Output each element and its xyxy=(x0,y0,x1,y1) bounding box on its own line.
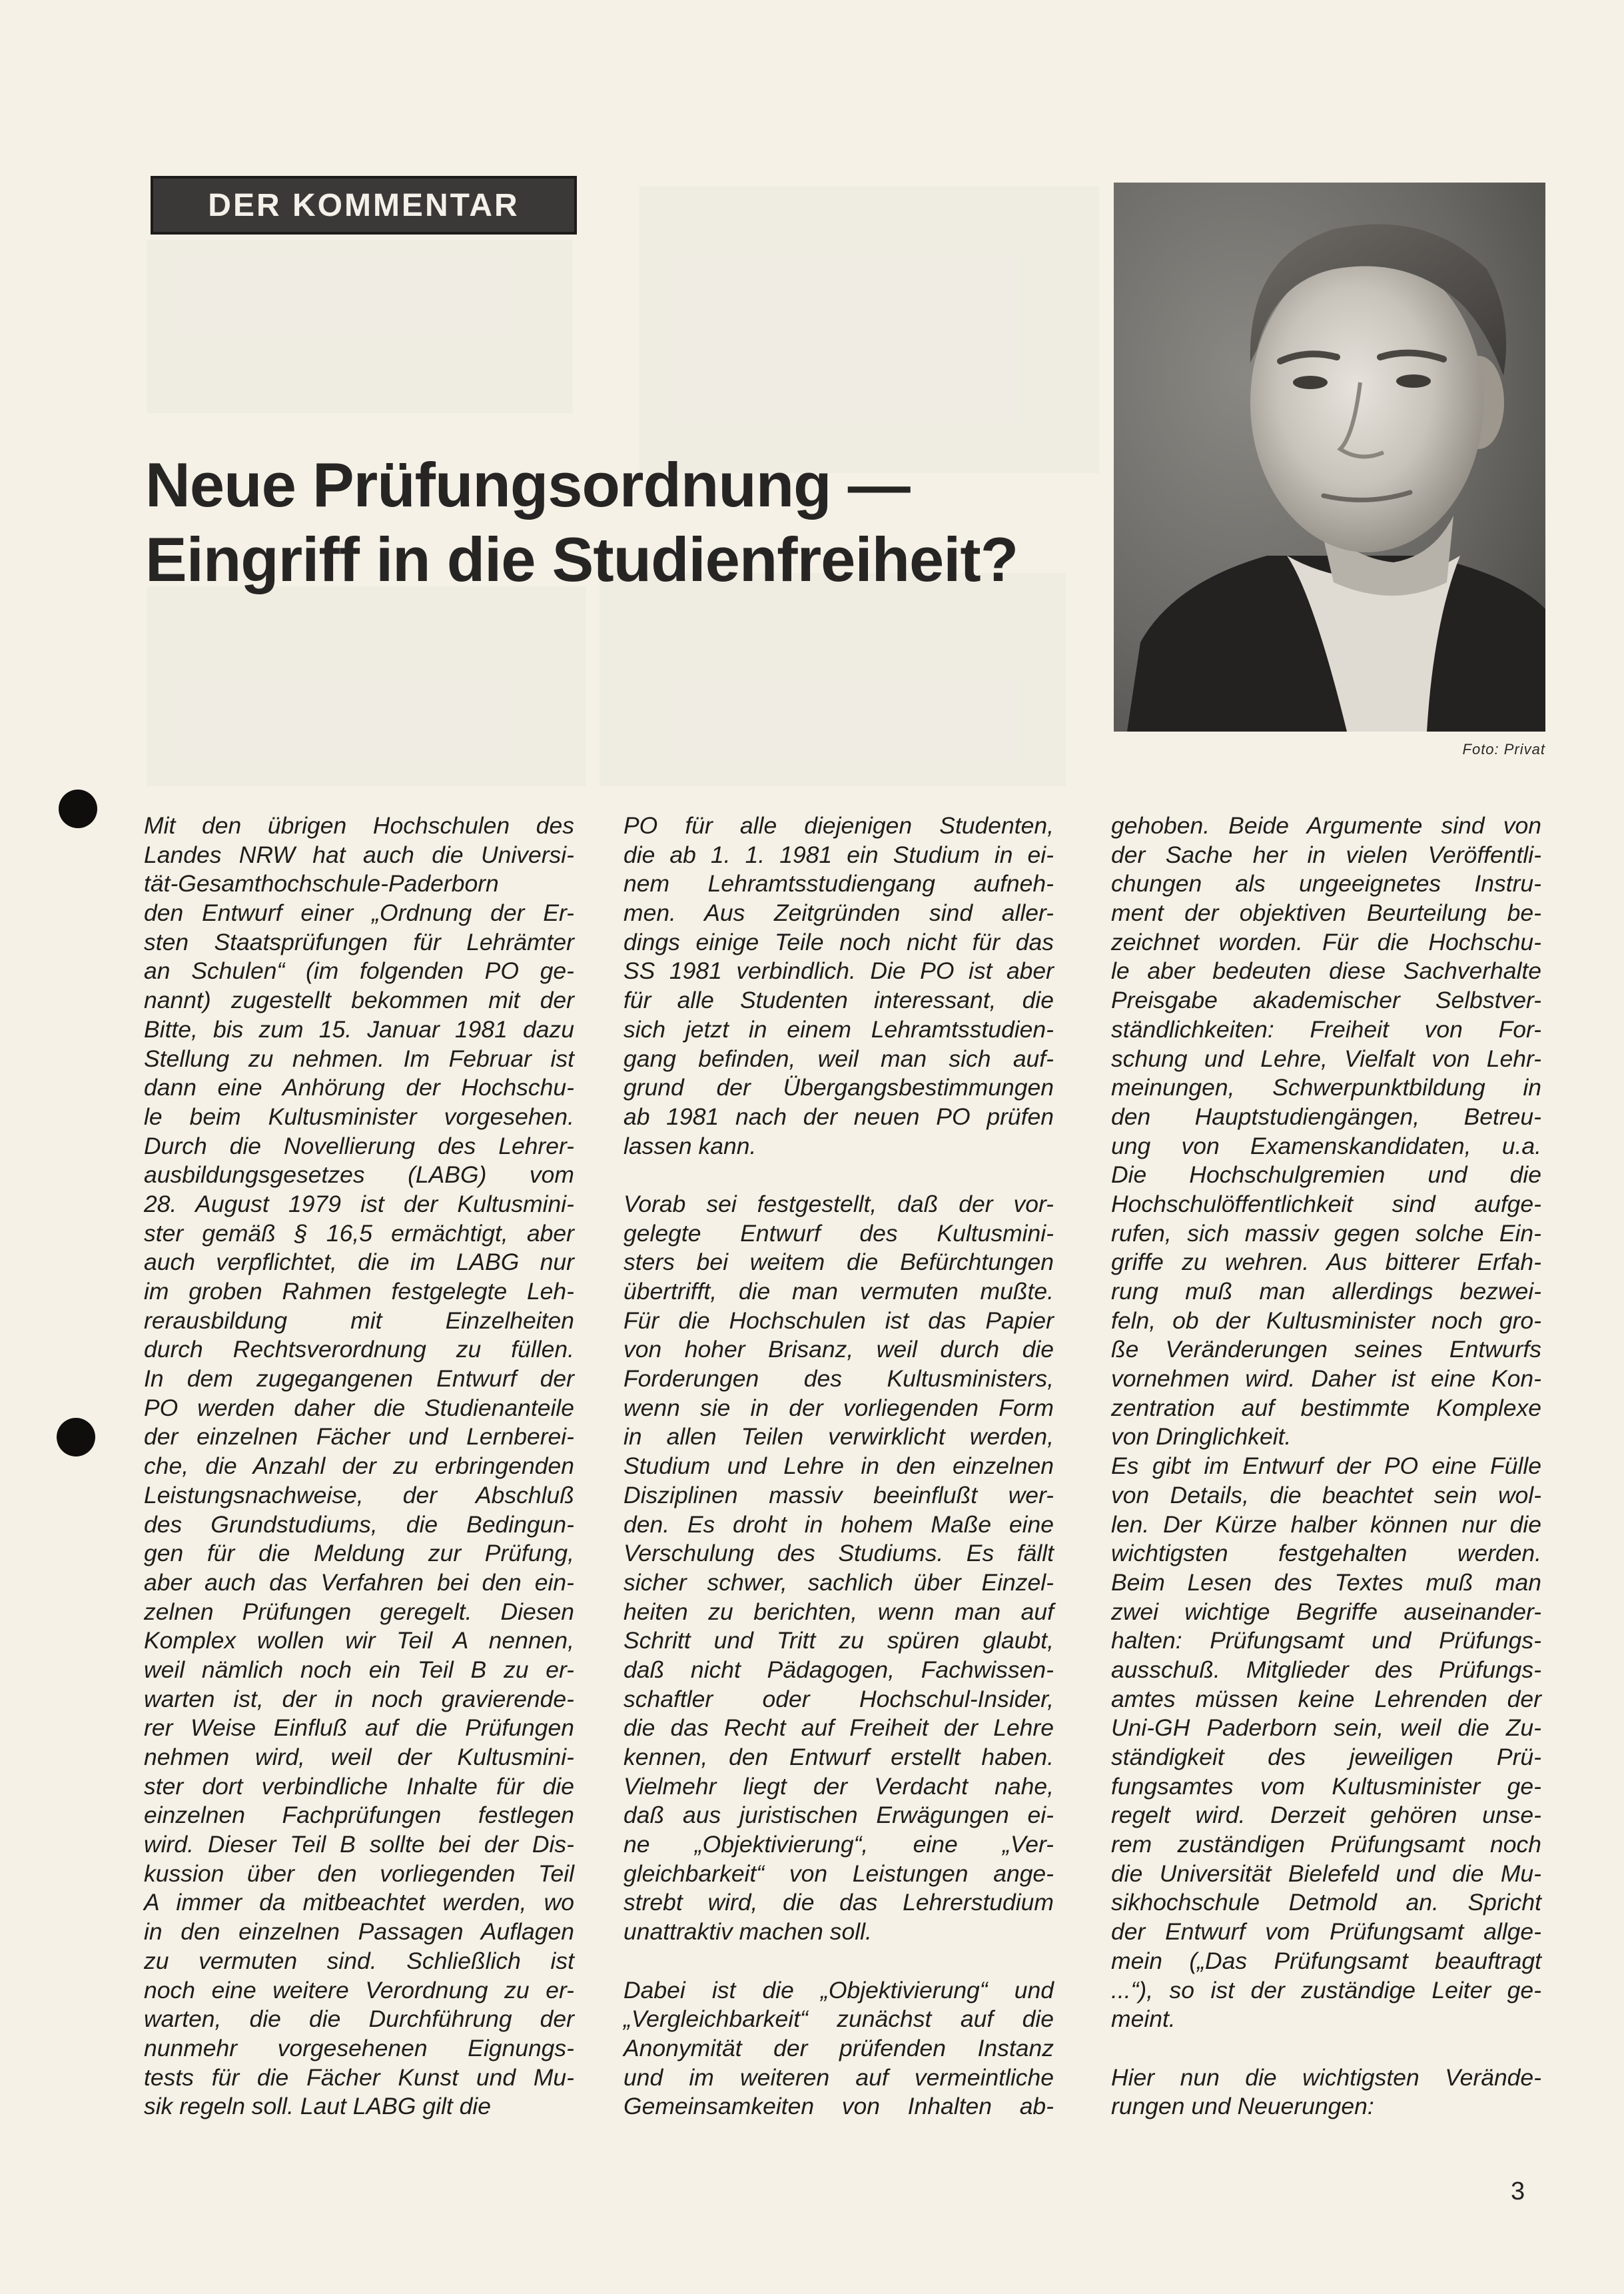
text-line: ment der objektiven Beurteilung be- xyxy=(1111,899,1541,927)
text-line: gen für die Meldung zur Prüfung, xyxy=(144,1540,574,1567)
text-line: in allen Teilen verwirklicht werden, xyxy=(623,1423,1054,1450)
text-line: die ab 1. 1. 1981 ein Studium in ei- xyxy=(623,841,1054,868)
text-line: schung und Lehre, Vielfalt von Lehr- xyxy=(1111,1045,1541,1072)
text-line: halten: Prüfungsamt und Prüfungs- xyxy=(1111,1627,1541,1654)
text-line: sters bei weitem die Befürchtungen xyxy=(623,1249,1054,1276)
text-line: Komplex wollen wir Teil A nennen, xyxy=(144,1627,574,1654)
text-line: wenn sie in der vorliegenden Form xyxy=(623,1394,1054,1421)
text-line: sicher schwer, sachlich über Einzel- xyxy=(623,1568,1054,1596)
text-line: lassen kann. xyxy=(623,1132,757,1159)
text-line: auch verpflichtet, die im LABG nur xyxy=(144,1249,574,1276)
text-line: strebt wird, die das Lehrerstudium xyxy=(623,1889,1054,1916)
text-line: wird. Dieser Teil B sollte bei der Dis- xyxy=(144,1831,574,1858)
text-line: nem Lehramtsstudiengang aufneh- xyxy=(623,870,1054,897)
article-column-1 xyxy=(144,812,574,2121)
text-line: der Entwurf vom Prüfungsamt allge- xyxy=(1111,1918,1541,1946)
text-line: noch eine weitere Verordnung zu er- xyxy=(144,1976,574,2004)
text-line: schaftler oder Hochschul-Insider, xyxy=(623,1685,1054,1712)
text-line: warten, die die Durchführung der xyxy=(144,2006,574,2033)
text-line: Hier nun die wichtigsten Verände- xyxy=(1111,2063,1541,2091)
text-line: an Schulen“ (im folgenden PO ge- xyxy=(144,957,574,985)
text-line: nannt) zugestellt bekommen mit der xyxy=(144,987,574,1014)
bleed-through xyxy=(639,187,1099,473)
text-line: „Vergleichbarkeit“ zunächst auf die xyxy=(623,2006,1054,2033)
text-line: sikhochschule Detmold an. Spricht xyxy=(1111,1889,1541,1916)
text-line: Für die Hochschulen ist das Papier xyxy=(623,1307,1054,1334)
text-line: Schritt und Tritt zu spüren glaubt, xyxy=(623,1627,1054,1654)
text-line: Disziplinen massiv beeinflußt wer- xyxy=(623,1481,1054,1508)
text-line: rufen, sich massiv gegen solche Ein- xyxy=(1111,1219,1541,1247)
text-line: den Hauptstudiengängen, Betreu- xyxy=(1111,1103,1541,1130)
text-line: Anonymität der prüfenden Instanz xyxy=(623,2034,1054,2061)
text-line: weil nämlich noch ein Teil B zu er- xyxy=(144,1656,574,1683)
text-line: gehoben. Beide Argumente sind von xyxy=(1111,812,1541,839)
text-line: Hochschulöffentlichkeit sind aufge- xyxy=(1111,1190,1541,1217)
text-line: zu vermuten sind. Schließlich ist xyxy=(144,1947,574,1974)
text-line: Beim Lesen des Textes muß man xyxy=(1111,1568,1541,1596)
text-line: Landes NRW hat auch die Universi- xyxy=(144,841,574,868)
text-line: wichtigsten festgehalten werden. xyxy=(1111,1540,1541,1567)
paragraph-gap xyxy=(1111,2034,1541,2063)
text-line: ung von Examenskandidaten, u.a. xyxy=(1111,1132,1541,1159)
text-line: Bitte, bis zum 15. Januar 1981 dazu xyxy=(144,1015,574,1043)
text-line: tests für die Fächer Kunst und Mu- xyxy=(144,2063,574,2091)
text-line: der einzelnen Fächer und Lernberei- xyxy=(144,1423,574,1450)
text-line: In dem zugegangenen Entwurf der xyxy=(144,1365,574,1393)
text-line: in den einzelnen Passagen Auflagen xyxy=(144,1918,574,1946)
text-line: mein („Das Prüfungsamt beauftragt xyxy=(1111,1947,1541,1974)
section-kicker: DER KOMMENTAR xyxy=(151,176,577,235)
text-line: amtes müssen keine Lehrenden der xyxy=(1111,1685,1541,1712)
text-line: Leistungsnachweise, der Abschluß xyxy=(144,1481,574,1508)
text-line: vornehmen wird. Daher ist eine Kon- xyxy=(1111,1365,1541,1393)
text-line: Dabei ist die „Objektivierung“ und xyxy=(623,1976,1054,2004)
text-line: zelnen Prüfungen geregelt. Diesen xyxy=(144,1598,574,1625)
text-line: Gemeinsamkeiten von Inhalten ab- xyxy=(623,2093,1054,2120)
text-line: unattraktiv machen soll. xyxy=(623,1918,872,1946)
text-line: Uni-GH Paderborn sein, weil die Zu- xyxy=(1111,1714,1541,1742)
text-line: men. Aus Zeitgründen sind aller- xyxy=(623,899,1054,927)
text-line: des Grundstudiums, die Bedingun- xyxy=(144,1510,574,1538)
paragraph-gap xyxy=(623,1161,1054,1190)
headline-line-1: Neue Prüfungsordnung — xyxy=(145,450,910,520)
text-line: A immer da mitbeachtet werden, wo xyxy=(144,1889,574,1916)
text-line: ster dort verbindliche Inhalte für die xyxy=(144,1772,574,1800)
text-line: Stellung zu nehmen. Im Februar ist xyxy=(144,1045,574,1072)
punch-hole xyxy=(57,1418,95,1456)
text-line: rem zuständigen Prüfungsamt noch xyxy=(1111,1831,1541,1858)
text-line: daß nicht Pädagogen, Fachwissen- xyxy=(623,1656,1054,1683)
text-line: den Entwurf einer „Ordnung der Er- xyxy=(144,899,574,927)
text-line: sik regeln soll. Laut LABG gilt die xyxy=(144,2093,491,2120)
text-line: nehmen wird, weil der Kultusmini- xyxy=(144,1744,574,1770)
text-line: Vielmehr liegt der Verdacht nahe, xyxy=(623,1772,1054,1800)
text-line: PO für alle diejenigen Studenten, xyxy=(623,812,1054,839)
text-line: nunmehr vorgesehenen Eignungs- xyxy=(144,2034,574,2061)
text-line: übertrifft, die man vermuten mußte. xyxy=(623,1278,1054,1305)
text-line: der Sache her in vielen Veröffentli- xyxy=(1111,841,1541,868)
text-line: Es gibt im Entwurf der PO eine Fülle xyxy=(1111,1452,1541,1480)
text-line: Preisgabe akademischer Selbstver- xyxy=(1111,987,1541,1014)
text-line: einzelnen Fachprüfungen festlegen xyxy=(144,1802,574,1829)
text-line: ...“), so ist der zuständige Leiter ge- xyxy=(1111,1976,1541,2004)
headline-line-2: Eingriff in die Studienfreiheit? xyxy=(145,524,1018,594)
text-line: aber auch das Verfahren bei den ein- xyxy=(144,1568,574,1596)
text-line: von Details, die beachtet sein wol- xyxy=(1111,1481,1541,1508)
bleed-through xyxy=(147,240,573,413)
text-line: kussion über den vorliegenden Teil xyxy=(144,1860,574,1887)
article-column-3 xyxy=(1111,812,1541,2121)
text-line: durch Rechtsverordnung zu füllen. xyxy=(144,1336,574,1363)
text-line: feln, ob der Kultusminister noch gro- xyxy=(1111,1307,1541,1334)
text-line: ab 1981 nach der neuen PO prüfen xyxy=(623,1103,1054,1130)
text-line: rung muß man allerdings bezwei- xyxy=(1111,1278,1541,1305)
bleed-through xyxy=(147,586,586,786)
text-line: zwei wichtige Begriffe auseinander- xyxy=(1111,1598,1541,1625)
text-line: Studium und Lehre in den einzelnen xyxy=(623,1452,1054,1480)
text-line: gelegte Entwurf des Kultusmini- xyxy=(623,1219,1054,1247)
text-line: Verschulung des Studiums. Es fällt xyxy=(623,1540,1054,1567)
text-line: heiten zu berichten, wenn man auf xyxy=(623,1598,1054,1625)
text-line: 28. August 1979 ist der Kultusmini- xyxy=(144,1190,574,1217)
text-line: den. Es droht in hohem Maße eine xyxy=(623,1510,1054,1538)
bleed-through xyxy=(600,573,1066,786)
text-line: warten ist, der in noch gravierende- xyxy=(144,1685,574,1712)
text-line: regelt wird. Derzeit gehören unse- xyxy=(1111,1802,1541,1829)
text-line: Die Hochschulgremien und die xyxy=(1111,1161,1541,1189)
text-line: le aber bedeuten diese Sachverhalte xyxy=(1111,957,1541,985)
text-line: sten Staatsprüfungen für Lehrämter xyxy=(144,928,574,955)
text-line: rer Weise Einfluß auf die Prüfungen xyxy=(144,1714,574,1742)
text-line: meinungen, Schwerpunktbildung in xyxy=(1111,1074,1541,1101)
text-line: sich jetzt in einem Lehramtsstudien- xyxy=(623,1015,1054,1043)
text-line: tät-Gesamthochschule-Paderborn xyxy=(144,870,499,897)
text-line: rungen und Neuerungen: xyxy=(1111,2093,1374,2120)
text-line: ster gemäß § 16,5 ermächtigt, aber xyxy=(144,1219,574,1247)
text-line: die das Recht auf Freiheit der Lehre xyxy=(623,1714,1054,1742)
text-line: rerausbildung mit Einzelheiten xyxy=(144,1307,574,1334)
text-line: len. Der Kürze halber können nur die xyxy=(1111,1510,1541,1538)
text-line: ausbildungsgesetzes (LABG) vom xyxy=(144,1161,574,1189)
text-line: ständlichkeiten: Freiheit von For- xyxy=(1111,1015,1541,1043)
text-line: ausschuß. Mitglieder des Prüfungs- xyxy=(1111,1656,1541,1683)
text-line: die Universität Bielefeld und die Mu- xyxy=(1111,1860,1541,1887)
text-line: für alle Studenten interessant, die xyxy=(623,987,1054,1014)
text-line: dann eine Anhörung der Hochschu- xyxy=(144,1074,574,1101)
text-line: Durch die Novellierung des Lehrer- xyxy=(144,1132,574,1159)
text-line: Mit den übrigen Hochschulen des xyxy=(144,812,574,839)
text-line: SS 1981 verbindlich. Die PO ist aber xyxy=(623,957,1054,985)
paragraph-gap xyxy=(623,1947,1054,1976)
text-line: gang befinden, weil man sich auf- xyxy=(623,1045,1054,1072)
text-line: zeichnet worden. Für die Hochschu- xyxy=(1111,928,1541,955)
text-line: chungen als ungeeignetes Instru- xyxy=(1111,870,1541,897)
text-line: kennen, den Entwurf erstellt haben. xyxy=(623,1744,1054,1770)
headline xyxy=(145,448,1078,597)
article-column-2 xyxy=(623,812,1054,2121)
text-line: im groben Rahmen festgelegte Leh- xyxy=(144,1278,574,1305)
photo-credit: Foto: Privat xyxy=(1462,741,1545,758)
text-line: fungsamtes vom Kultusminister ge- xyxy=(1111,1772,1541,1800)
text-line: le beim Kultusminister vorgesehen. xyxy=(144,1103,574,1130)
text-line: ne „Objektivierung“, eine „Ver- xyxy=(623,1831,1054,1858)
text-line: daß aus juristischen Erwägungen ei- xyxy=(623,1802,1054,1829)
author-photo xyxy=(1114,183,1545,732)
punch-hole xyxy=(59,790,97,828)
text-line: Vorab sei festgestellt, daß der vor- xyxy=(623,1190,1054,1217)
page-number: 3 xyxy=(1511,2177,1525,2205)
text-line: und im weiteren auf vermeintliche xyxy=(623,2063,1054,2091)
text-line: dings einige Teile noch nicht für das xyxy=(623,928,1054,955)
text-line: ße Veränderungen seines Entwurfs xyxy=(1111,1336,1541,1363)
text-line: zentration auf bestimmte Komplexe xyxy=(1111,1394,1541,1421)
text-line: che, die Anzahl der zu erbringenden xyxy=(144,1452,574,1480)
text-line: gleichbarkeit“ von Leistungen ange- xyxy=(623,1860,1054,1887)
text-line: grund der Übergangsbestimmungen xyxy=(623,1074,1054,1101)
text-line: Forderungen des Kultusministers, xyxy=(623,1365,1054,1393)
portrait-image xyxy=(1114,183,1545,732)
text-line: PO werden daher die Studienanteile xyxy=(144,1394,574,1421)
text-line: von Dringlichkeit. xyxy=(1111,1423,1292,1450)
text-line: meint. xyxy=(1111,2006,1176,2033)
text-line: griffe zu wehren. Aus bitterer Erfah- xyxy=(1111,1249,1541,1276)
text-line: von hoher Brisanz, weil durch die xyxy=(623,1336,1054,1363)
text-line: ständigkeit des jeweiligen Prü- xyxy=(1111,1744,1541,1770)
